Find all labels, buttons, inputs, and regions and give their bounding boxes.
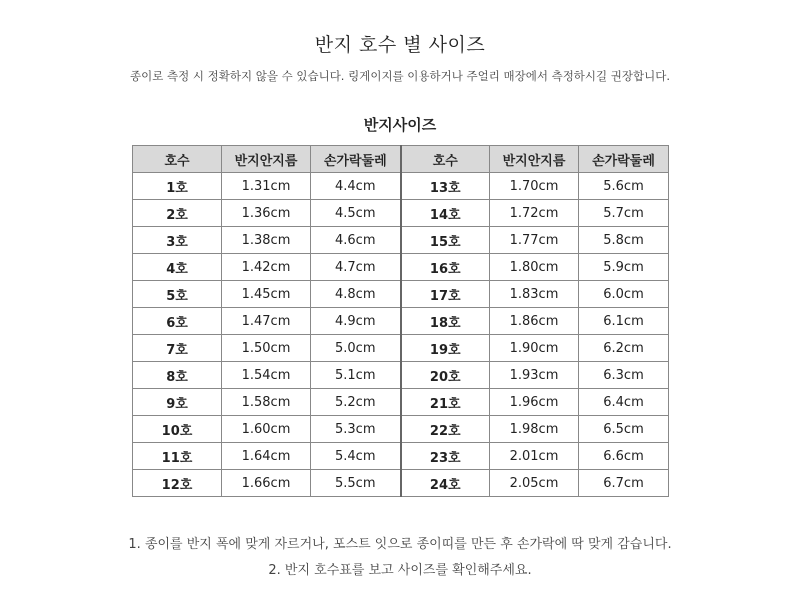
cell-finger-circumference: 6.1cm: [579, 308, 669, 335]
cell-inner-diameter: 1.80cm: [490, 254, 579, 281]
cell-size: 19호: [401, 335, 490, 362]
table-row: [133, 443, 669, 470]
cell-inner-diameter: 1.36cm: [222, 200, 311, 227]
table-row: [133, 227, 669, 254]
cell-finger-circumference: 5.8cm: [579, 227, 669, 254]
cell-size: 24호: [401, 470, 490, 497]
cell-size: 3호: [133, 227, 222, 254]
cell-finger-circumference: 4.5cm: [311, 200, 401, 227]
table-row: [133, 308, 669, 335]
page-title: 반지 호수 별 사이즈: [314, 34, 486, 56]
cell-finger-circumference: 5.2cm: [311, 389, 401, 416]
header-size: 호수: [401, 146, 490, 173]
instruction-note-1: 1. 종이를 반지 폭에 맞게 자르거나, 포스트 잇으로 종이띠를 만든 후 손가락에 딱 맞게 감습니다.: [128, 537, 672, 552]
cell-finger-circumference: 5.1cm: [311, 362, 401, 389]
table-row: [133, 389, 669, 416]
header-inner-diameter: 반지안지름: [490, 146, 579, 173]
cell-size: 20호: [401, 362, 490, 389]
cell-size: 10호: [133, 416, 222, 443]
cell-finger-circumference: 4.8cm: [311, 281, 401, 308]
cell-inner-diameter: 1.98cm: [490, 416, 579, 443]
cell-inner-diameter: 1.50cm: [222, 335, 311, 362]
cell-size: 2호: [133, 200, 222, 227]
cell-finger-circumference: 6.3cm: [579, 362, 669, 389]
cell-finger-circumference: 6.5cm: [579, 416, 669, 443]
cell-finger-circumference: 4.9cm: [311, 308, 401, 335]
cell-finger-circumference: 6.6cm: [579, 443, 669, 470]
cell-finger-circumference: 6.4cm: [579, 389, 669, 416]
cell-size: 12호: [133, 470, 222, 497]
cell-inner-diameter: 2.01cm: [490, 443, 579, 470]
cell-size: 23호: [401, 443, 490, 470]
cell-inner-diameter: 2.05cm: [490, 470, 579, 497]
cell-finger-circumference: 6.0cm: [579, 281, 669, 308]
cell-inner-diameter: 1.70cm: [490, 173, 579, 200]
table-row: [133, 416, 669, 443]
cell-finger-circumference: 5.5cm: [311, 470, 401, 497]
table-row: [133, 281, 669, 308]
cell-finger-circumference: 5.4cm: [311, 443, 401, 470]
cell-size: 1호: [133, 173, 222, 200]
cell-finger-circumference: 6.7cm: [579, 470, 669, 497]
cell-inner-diameter: 1.60cm: [222, 416, 311, 443]
cell-size: 18호: [401, 308, 490, 335]
cell-finger-circumference: 5.3cm: [311, 416, 401, 443]
cell-inner-diameter: 1.66cm: [222, 470, 311, 497]
table-body: [133, 173, 669, 497]
cell-inner-diameter: 1.90cm: [490, 335, 579, 362]
table-row: [133, 362, 669, 389]
cell-finger-circumference: 5.7cm: [579, 200, 669, 227]
cell-inner-diameter: 1.58cm: [222, 389, 311, 416]
table-row: [133, 335, 669, 362]
page-subtitle: 종이로 측정 시 정확하지 않을 수 있습니다. 링게이지를 이용하거나 주얼리 매장에서 측정하시길 권장합니다.: [130, 69, 670, 83]
cell-size: 16호: [401, 254, 490, 281]
cell-size: 15호: [401, 227, 490, 254]
cell-size: 4호: [133, 254, 222, 281]
cell-finger-circumference: 5.0cm: [311, 335, 401, 362]
cell-size: 21호: [401, 389, 490, 416]
cell-inner-diameter: 1.45cm: [222, 281, 311, 308]
ring-size-table: [132, 145, 669, 497]
cell-size: 17호: [401, 281, 490, 308]
table-row: [133, 173, 669, 200]
cell-finger-circumference: 4.7cm: [311, 254, 401, 281]
cell-size: 9호: [133, 389, 222, 416]
cell-inner-diameter: 1.38cm: [222, 227, 311, 254]
cell-size: 13호: [401, 173, 490, 200]
cell-size: 22호: [401, 416, 490, 443]
cell-size: 14호: [401, 200, 490, 227]
cell-finger-circumference: 5.9cm: [579, 254, 669, 281]
cell-finger-circumference: 4.6cm: [311, 227, 401, 254]
header-size: 호수: [133, 146, 222, 173]
cell-finger-circumference: 6.2cm: [579, 335, 669, 362]
cell-inner-diameter: 1.54cm: [222, 362, 311, 389]
cell-inner-diameter: 1.96cm: [490, 389, 579, 416]
cell-inner-diameter: 1.47cm: [222, 308, 311, 335]
cell-finger-circumference: 5.6cm: [579, 173, 669, 200]
cell-size: 6호: [133, 308, 222, 335]
table-row: [133, 200, 669, 227]
table-title: 반지사이즈: [363, 116, 437, 134]
header-inner-diameter: 반지안지름: [222, 146, 311, 173]
cell-inner-diameter: 1.42cm: [222, 254, 311, 281]
cell-inner-diameter: 1.83cm: [490, 281, 579, 308]
table-header-row: [133, 146, 669, 173]
cell-size: 7호: [133, 335, 222, 362]
cell-inner-diameter: 1.72cm: [490, 200, 579, 227]
cell-inner-diameter: 1.64cm: [222, 443, 311, 470]
cell-inner-diameter: 1.77cm: [490, 227, 579, 254]
cell-inner-diameter: 1.93cm: [490, 362, 579, 389]
header-finger-circumference: 손가락둘레: [311, 146, 401, 173]
cell-size: 11호: [133, 443, 222, 470]
instruction-note-2: 2. 반지 호수표를 보고 사이즈를 확인해주세요.: [268, 563, 532, 578]
cell-size: 8호: [133, 362, 222, 389]
table-row: [133, 254, 669, 281]
cell-size: 5호: [133, 281, 222, 308]
header-finger-circumference: 손가락둘레: [579, 146, 669, 173]
table-row: [133, 470, 669, 497]
cell-inner-diameter: 1.31cm: [222, 173, 311, 200]
cell-inner-diameter: 1.86cm: [490, 308, 579, 335]
cell-finger-circumference: 4.4cm: [311, 173, 401, 200]
